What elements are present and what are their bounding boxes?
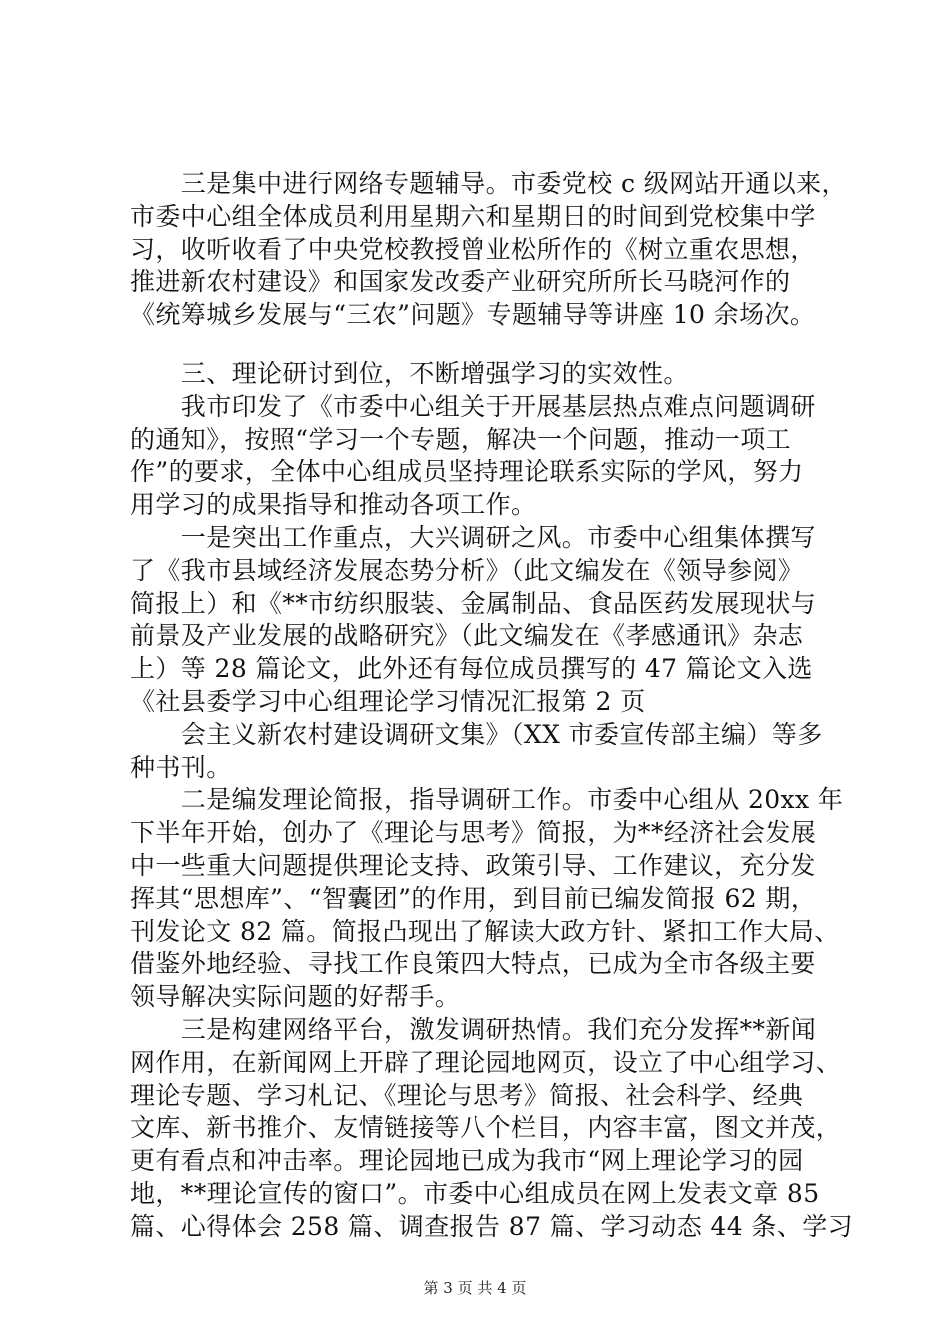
body-line: 作”的要求，全体中心组成员坚持理论联系实际的学风，努力 xyxy=(130,457,804,487)
body-line: 了《我市县域经济发展态势分析》（此文编发在《领导参阅》 xyxy=(130,555,804,585)
body-line: 上）等 28 篇论文，此外还有每位成员撰写的 47 篇论文入选 xyxy=(130,654,813,684)
body-line: 前景及产业发展的战略研究》（此文编发在《孝感通讯》杂志 xyxy=(130,621,804,651)
body-line: 推进新农村建设》和国家发改委产业研究所所长马晓河作的 xyxy=(130,267,791,297)
body-line: 二是编发理论简报，指导调研工作。市委中心组从 20xx 年 xyxy=(130,785,844,815)
body-line: 中一些重大问题提供理论支持、政策引导、工作建议，充分发 xyxy=(130,850,816,880)
body-line: 种书刊。 xyxy=(130,752,232,782)
body-line: 理论专题、学习札记、《理论与思考》简报、社会科学、经典 xyxy=(130,1080,804,1110)
body-line: 三是构建网络平台，激发调研热情。我们充分发挥**新闻 xyxy=(130,1014,817,1044)
body-line: 网作用，在新闻网上开辟了理论园地网页，设立了中心组学习、 xyxy=(130,1047,842,1077)
body-line: 挥其“思想库”、“智囊团”的作用，到目前已编发简报 62 期， xyxy=(130,883,817,913)
body-line: 一是突出工作重点，大兴调研之风。市委中心组集体撰写 xyxy=(130,522,816,552)
page-footer: 第 3 页 共 4 页 xyxy=(423,1279,527,1297)
body-line: 《社县委学习中心组理论学习情况汇报第 2 页 xyxy=(130,686,646,716)
body-line: 三是集中进行网络专题辅导。市委党校 c 级网站开通以来， xyxy=(130,169,847,198)
body-line: 用学习的成果指导和推动各项工作。 xyxy=(130,490,537,520)
body-line: 下半年开始，创办了《理论与思考》简报，为**经济社会发展 xyxy=(130,818,817,848)
body-line: 我市印发了《市委中心组关于开展基层热点难点问题调研 xyxy=(130,391,816,421)
body-line: 篇、心得体会 258 篇、调查报告 87 篇、学习动态 44 条、学习 xyxy=(130,1211,854,1241)
body-line: 《统筹城乡发展与“三农”问题》专题辅导等讲座 10 余场次。 xyxy=(130,300,816,330)
body-line: 简报上）和《**市纺织服装、金属制品、食品医药发展现状与 xyxy=(130,588,817,618)
body-line: 领导解决实际问题的好帮手。 xyxy=(130,982,461,1012)
body-line: 借鉴外地经验、寻找工作良策四大特点，已成为全市各级主要 xyxy=(130,949,816,979)
body-line: 会主义新农村建设调研文集》（XX 市委宣传部主编）等多 xyxy=(130,719,823,749)
paragraph-gap xyxy=(130,332,830,358)
body-line: 市委中心组全体成员利用星期六和星期日的时间到党校集中学 xyxy=(130,201,816,231)
body-line: 习，收听收看了中央党校教授曾业松所作的《树立重农思想， xyxy=(130,234,816,264)
body-line: 的通知》，按照“学习一个专题，解决一个问题，推动一项工 xyxy=(130,424,792,454)
body-line: 更有看点和冲击率。理论园地已成为我市“网上理论学习的园 xyxy=(130,1146,804,1176)
document-body xyxy=(130,168,854,1244)
section-heading: 三、理论研讨到位，不断增强学习的实效性。 xyxy=(130,358,689,388)
body-line: 地，**理论宣传的窗口”。市委中心组成员在网上发表文章 85 xyxy=(130,1178,820,1208)
body-line: 刊发论文 82 篇。简报凸现出了解读大政方针、紧扣工作大局、 xyxy=(130,916,840,946)
body-line: 文库、新书推介、友情链接等八个栏目，内容丰富，图文并茂， xyxy=(130,1113,842,1143)
